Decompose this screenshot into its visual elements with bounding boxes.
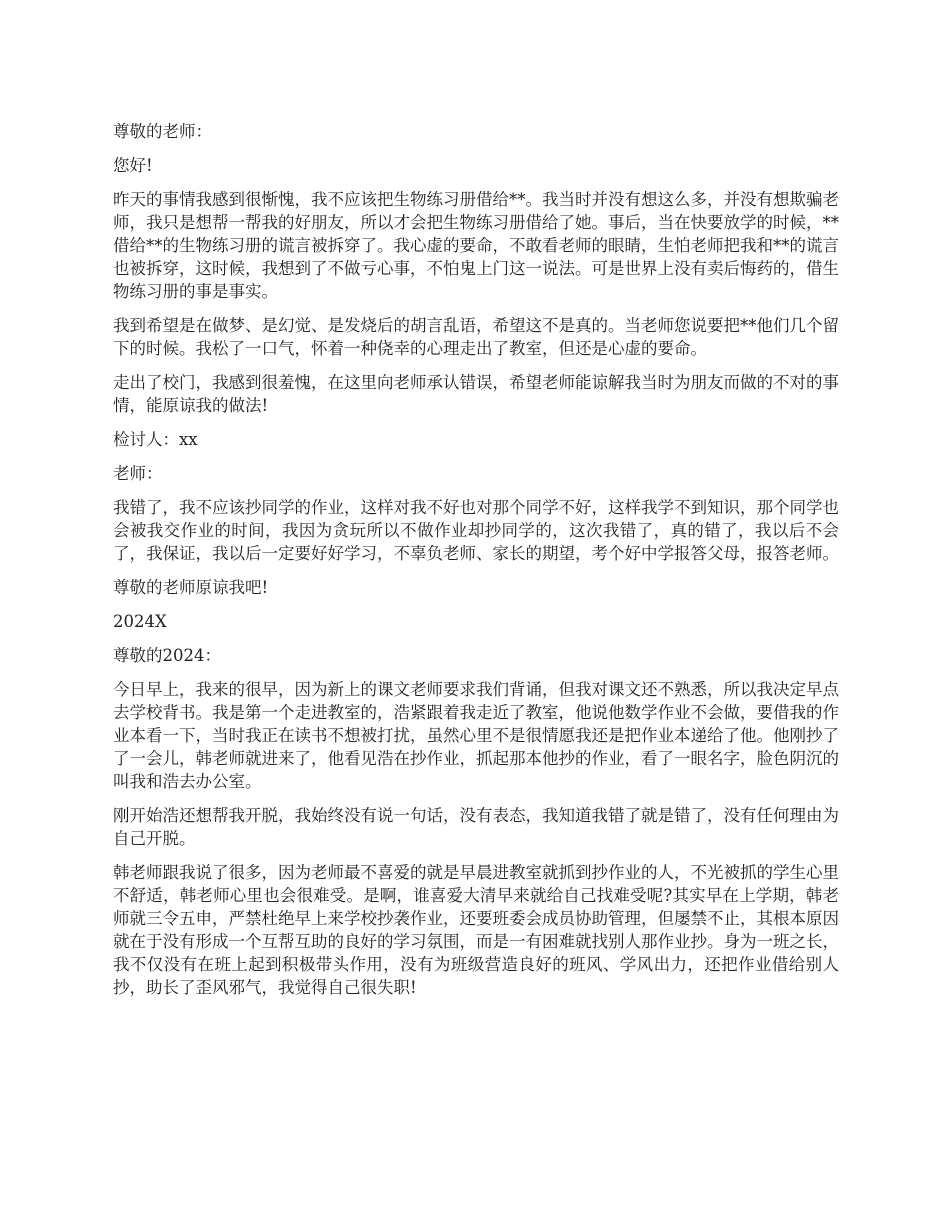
salutation: 尊敬的老师：: [113, 122, 212, 141]
body-paragraph: 我错了，我不应该抄同学的作业，这样对我不好也对那个同学不好，这样我学不到知识，那个同学也会被我交作业的时间，我因为贪玩所以不做作业却抄同学的，这次我错了，真的错了，我以后不会了，我保证，我以后一定要好好学习，不辜负老师、家长的期望，考个好中学报答父母，报答老师。: [113, 498, 839, 563]
signature-line: 检讨人：xx: [113, 430, 198, 449]
body-paragraph: 刚开始浩还想帮我开脱，我始终没有说一句话，没有表态，我知道我错了就是错了，没有任何理由为自己开脱。: [113, 806, 839, 848]
body-paragraph: 我到希望是在做梦、是幻觉、是发烧后的胡言乱语，希望这不是真的。当老师您说要把**他们几个留下的时候。我松了一口气，怀着一种侥幸的心理走出了教室，但还是心虚的要命。: [113, 316, 839, 358]
body-paragraph: 韩老师跟我说了很多，因为老师最不喜爱的就是早晨进教室就抓到抄作业的人，不光被抓的学生心里不舒适，韩老师心里也会很难受。是啊，谁喜爱大清早来就给自己找难受呢?其实早在上学期，韩老师就三令五申，严禁杜绝早上来学校抄袭作业，还要班委会成员协助管理，但屡禁不止，其根本原因就在于没有形成一个互帮互助的良好的学习氛围，而是一有困难就找别人那作业抄。身为一班之长，我不仅没有在班上起到积极带头作用，没有为班级营造良好的班风、学风出力，还把作业借给别人抄，助长了歪风邪气，我觉得自己很失职!: [113, 863, 839, 997]
body-paragraph: 走出了校门，我感到很羞愧，在这里向老师承认错误，希望老师能谅解我当时为朋友而做的不对的事情，能原谅我的做法!: [113, 373, 839, 415]
date-line: 2024X: [113, 612, 167, 631]
body-paragraph: 昨天的事情我感到很惭愧，我不应该把生物练习册借给**。我当时并没有想这么多，并没有想欺骗老师，我只是想帮一帮我的好朋友，所以才会把生物练习册借给了她。事后，当在快要放学的时候，**借给**的生物练习册的谎言被拆穿了。我心虚的要命，不敢看老师的眼睛，生怕老师把我和**的谎言也被拆穿，这时候，我想到了不做亏心事，不怕鬼上门这一说法。可是世界上没有卖后悔药的，借生物练习册的事是事实。: [113, 190, 839, 301]
body-paragraph: 今日早上，我来的很早，因为新上的课文老师要求我们背诵，但我对课文还不熟悉，所以我决定早点去学校背书。我是第一个走进教室的，浩紧跟着我走近了教室，他说他数学作业不会做，要借我的作业本看一下，当时我正在读书不想被打扰，虽然心里不是很情愿我还是把作业本递给了他。他刚抄了了一会儿，韩老师就进来了，他看见浩在抄作业，抓起那本他抄的作业，看了一眼名字，脸色阴沉的叫我和浩去办公室。: [113, 680, 839, 791]
document-body: [113, 120, 839, 1010]
greeting: 您好!: [113, 156, 153, 175]
salutation: 尊敬的2024：: [113, 646, 221, 665]
closing-line: 尊敬的老师原谅我吧!: [113, 578, 269, 597]
salutation: 老师：: [113, 464, 163, 483]
